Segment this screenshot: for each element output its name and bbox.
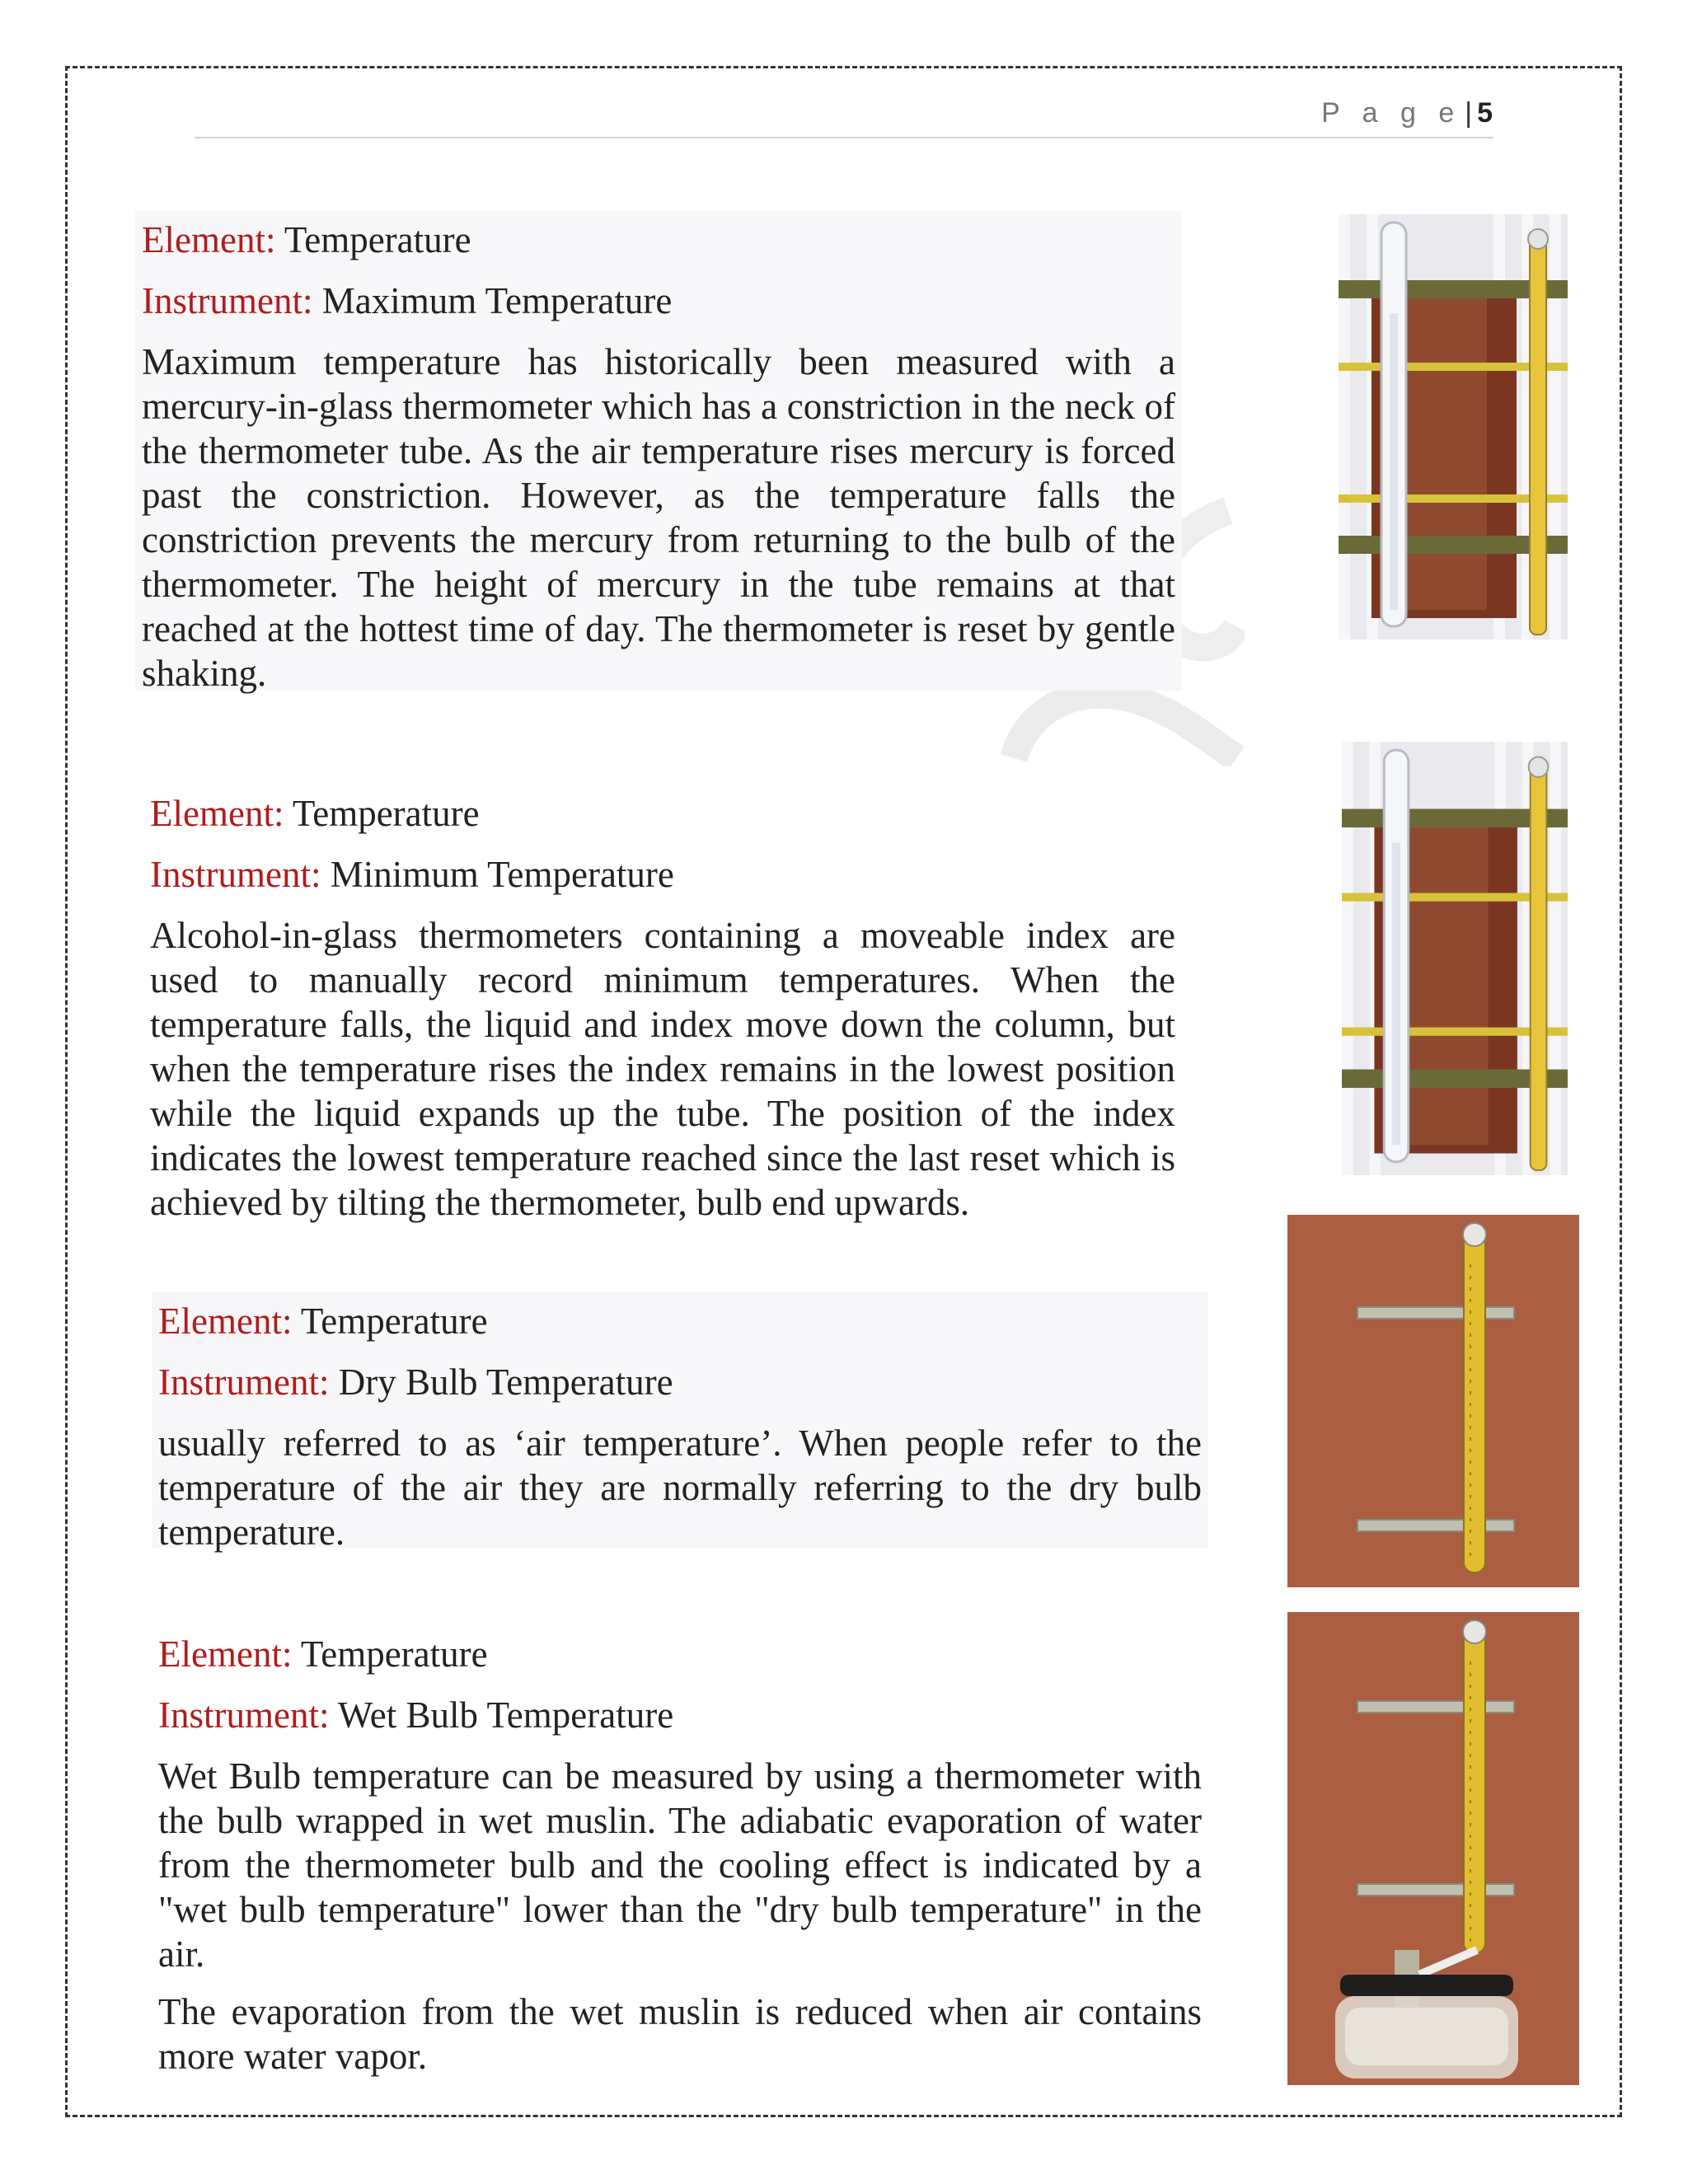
instrument-label: Instrument: xyxy=(142,280,313,321)
description-paragraph: The evaporation from the wet muslin is reduced when air contains more water vapor. xyxy=(158,1991,1202,2077)
section-minimum-temperature xyxy=(143,785,1182,1230)
instrument-value: Maximum Temperature xyxy=(321,280,673,321)
max-min-thermometer-photo xyxy=(1339,214,1568,640)
wet-bulb-thermometer-photo xyxy=(1287,1612,1579,2085)
instrument-value: Dry Bulb Temperature xyxy=(338,1361,673,1403)
element-label: Element: xyxy=(142,219,276,260)
description-paragraph: Alcohol-in-glass thermometers containing a moveable index are used to manually record minimum temperatures. When the temperature falls, the liquid and index move down the column, but when the temperature rises the index remains in the lowest position while the liquid expands up the tube. The position of the index indicates the lowest temperature reached since the last reset which is achieved by tilting the thermometer, bulb end upwards. xyxy=(150,915,1175,1223)
header-rule xyxy=(195,137,1493,138)
element-value: Temperature xyxy=(300,1633,488,1675)
element-label: Element: xyxy=(150,793,284,834)
instrument-line xyxy=(158,1360,1202,1404)
section-dry-bulb-temperature xyxy=(152,1292,1208,1553)
element-label: Element: xyxy=(158,1633,293,1675)
page-word: P a g e xyxy=(1321,97,1462,129)
page-header xyxy=(1321,97,1493,129)
element-label: Element: xyxy=(158,1301,293,1342)
instrument-label: Instrument: xyxy=(158,1361,330,1403)
element-value: Temperature xyxy=(284,219,471,260)
instrument-value: Minimum Temperature xyxy=(330,854,674,895)
instrument-value: Wet Bulb Temperature xyxy=(337,1694,674,1736)
instrument-line xyxy=(158,1693,1202,1737)
dry-bulb-thermometer-photo xyxy=(1287,1215,1579,1587)
max-min-thermometer-photo xyxy=(1342,742,1568,1175)
instrument-line xyxy=(150,852,1175,897)
element-value: Temperature xyxy=(292,793,480,834)
instrument-label: Instrument: xyxy=(158,1694,330,1736)
section-wet-bulb-temperature xyxy=(152,1625,1208,2077)
element-line xyxy=(150,791,1175,836)
element-line xyxy=(158,1299,1202,1343)
element-line xyxy=(158,1632,1202,1676)
element-line xyxy=(142,218,1175,262)
element-value: Temperature xyxy=(300,1301,488,1342)
instrument-line xyxy=(142,279,1175,323)
description-paragraph: usually referred to as ‘air temperature’. When people refer to the temperature of the air they are normally referring to the dry bulb temperature. xyxy=(158,1422,1202,1553)
instrument-label: Instrument: xyxy=(150,854,321,895)
page-separator: | xyxy=(1465,97,1473,129)
page-number: 5 xyxy=(1477,97,1493,129)
section-maximum-temperature xyxy=(135,211,1182,694)
description-paragraph: Wet Bulb temperature can be measured by using a thermometer with the bulb wrapped in wet muslin. The adiabatic evaporation of water from the thermometer bulb and the cooling effect is indicated by a "wet bulb temperature" lower than the "dry bulb temperature" in the air. xyxy=(158,1755,1202,1975)
description-paragraph: Maximum temperature has historically been measured with a mercury-in-glass thermometer which has a constriction in the neck of the thermometer tube. As the air temperature rises mercury is forced past the constriction. However, as the temperature falls the constriction prevents the mercury from returning to the bulb of the thermometer. The height of mercury in the tube remains at that reached at the hottest time of day. The thermometer is reset by gentle shaking. xyxy=(142,341,1175,694)
